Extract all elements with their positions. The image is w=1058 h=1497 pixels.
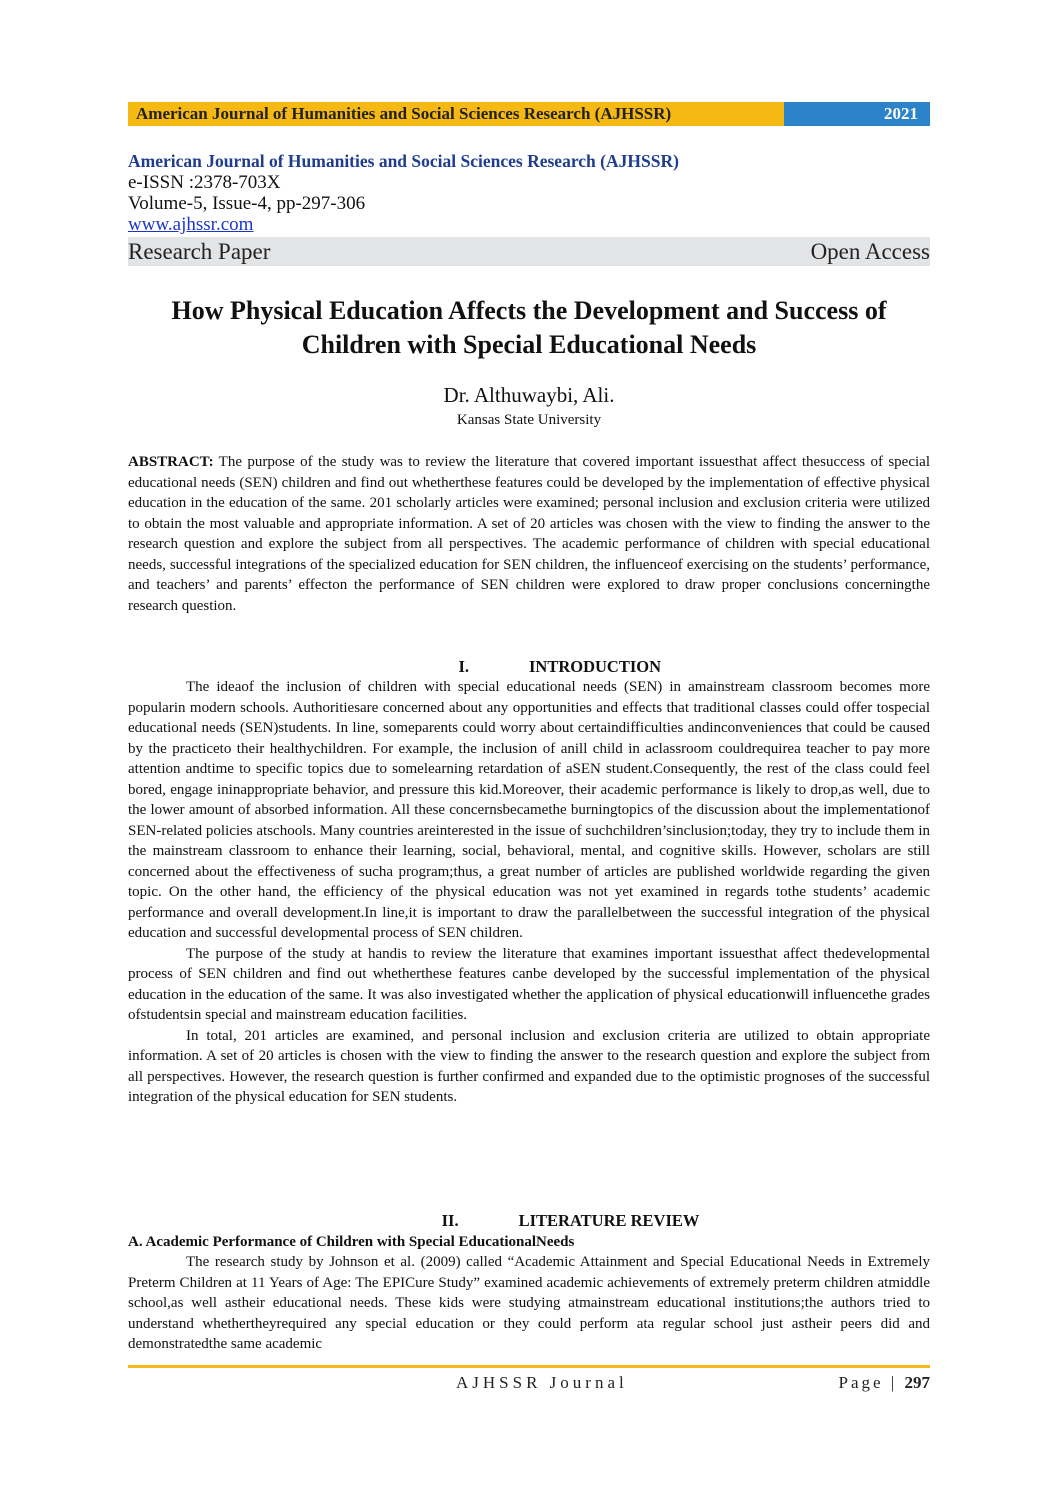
- author-affiliation: Kansas State University: [456, 412, 602, 428]
- journal-info: [128, 150, 930, 266]
- section-title: INTRODUCTION: [529, 657, 662, 676]
- paragraph: The research study by Johnson et al. (2009) called “Academic Attainment and Special Educational Needs in Extremely Preterm Children at 11 Years of Age: The EPICure Study” examined academic achievements of extremely preterm children atmiddle school,as well astheir educational needs. These kids were studying atmainstream educational institutions;the authors tried to understand whethertheyrequired any special education or they could perform ata regular school just astheir peers did and demonstratedthe same academic: [128, 1254, 930, 1352]
- abstract-text: The purpose of the study was to review the literature that covered important issuesthat affect thesuccess of special educational needs (SEN) children and find out whetherthese features could be developed by the implementation of effective physical education in the education of the same. 201 scholarly articles were examined; personal inclusion and exclusion criteria were utilized to obtain the most valuable and appropriate information. A set of 20 articles was chosen with the view to finding the answer to the research question and explore the subject from all perspectives. The academic performance of children with special educational needs, successful integrations of the specialized education for SEN children, the influenceof exercising on the students’ performance, and teachers’ and parents’ effecton the performance of SEN children were explored to draw proper conclusions concerningthe research question.: [128, 454, 930, 614]
- literature-review-body: [128, 1252, 930, 1355]
- running-header: [128, 102, 930, 126]
- subsection-heading: A. Academic Performance of Children with Special EducationalNeeds: [128, 1234, 575, 1250]
- journal-issn: e-ISSN :2378-703X: [128, 172, 281, 193]
- author-name: Dr. Althuwaybi, Ali.: [443, 383, 615, 407]
- page-footer: [128, 1373, 930, 1397]
- footer-page-label: Page |: [838, 1373, 905, 1392]
- introduction-body: [128, 677, 930, 1108]
- footer-divider: [128, 1365, 930, 1368]
- paragraph: The purpose of the study at handis to review the literature that examines important issuesthat affect thedevelopmental process of SEN children and find out whetherthese features canbe developed by the successful implementation of the physical education in the education of the same. It was also investigated whether the application of physical educationwill influencethe grades ofstudentsin special and mainstream education facilities.: [128, 945, 930, 1023]
- journal-name: American Journal of Humanities and Social Sciences Research (AJHSSR): [128, 151, 679, 171]
- access-type: Open Access: [810, 238, 930, 264]
- paragraph: The ideaof the inclusion of children with special educational needs (SEN) in amainstream classroom becomes more popularin modern schools. Authoritiesare concerned about any opportunities and effects that traditional classes could offer tospecial educational needs (SEN)students. In line, someparents could worry about certaindifficulties andinconveniences that could be caused by the practiceto their healthychildren. For example, the inclusion of anill child in aclassroom couldrequirea teacher to pay more attention andtime to specific topics due to somelearning retardation of aSEN student.Consequently, the rest of the class could feel bored, engage ininappropriate behavior, and pressure this kid.Moreover, their academic performance is likely to drop,as well, due to the lower amount of absorbed information. All these concernsbecamethe burningtopics of the discussion about the implementationof SEN-related policies atschools. Many countries areinterested in the issue of suchchildren’sinclusion;today, they try to include them in the mainstream classroom to enhance their learning, social, behavioral, mental, and cognitive skills. However, scholars are still concerned about the effectiveness of sucha program;thus, a great number of articles are published worldwide regarding the given topic. On the other hand, the efficiency of the physical education was not yet examined in regards tothe students’ academic performance and overall development.In line,it is important to draw the parallelbetween the successful integration of the physical education and successful developmental process of SEN children.: [128, 679, 930, 941]
- footer-page-number: 297: [904, 1373, 930, 1392]
- footer-journal: AJHSSR Journal: [456, 1373, 628, 1392]
- paper-type-bar: [128, 237, 930, 266]
- running-header-journal: American Journal of Humanities and Social Sciences Research (AJHSSR): [128, 102, 784, 126]
- section-number: II.: [441, 1211, 459, 1230]
- running-header-year: 2021: [784, 102, 930, 126]
- paper-title-line-1: How Physical Education Affects the Development and Success of: [171, 296, 887, 325]
- paper-title-line-2: Children with Special Educational Needs: [301, 330, 757, 359]
- section-heading-literature-review: [128, 1210, 930, 1231]
- paragraph: In total, 201 articles are examined, and personal inclusion and exclusion criteria are utilized to obtain appropriate information. A set of 20 articles is chosen with the view to finding the answer to the research question and explore the subject from all perspectives. However, the research question is further confirmed and expanded due to the optimistic prognoses of the successful integration of the physical education for SEN students.: [128, 1027, 930, 1105]
- section-title: LITERATURE REVIEW: [518, 1211, 700, 1230]
- abstract: [128, 452, 930, 616]
- paper-type: Research Paper: [128, 238, 271, 264]
- footer-page: [839, 1373, 930, 1393]
- paper-title: [128, 294, 930, 362]
- journal-volume: Volume-5, Issue-4, pp-297-306: [128, 193, 366, 214]
- section-heading-introduction: [128, 656, 930, 677]
- abstract-label: ABSTRACT:: [128, 454, 214, 470]
- section-number: I.: [458, 657, 469, 676]
- journal-website-link[interactable]: www.ajhssr.com: [128, 214, 254, 235]
